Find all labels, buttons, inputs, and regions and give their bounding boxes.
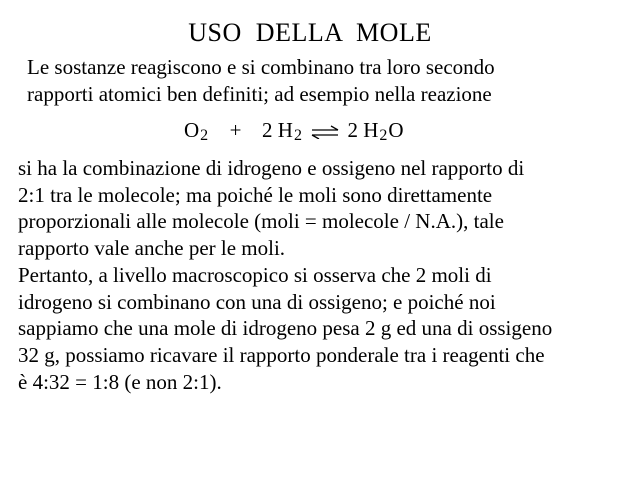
body-line: 2:1 tra le molecole; ma poiché le moli sono direttamente <box>18 182 493 207</box>
water-oxygen: O <box>388 118 404 142</box>
intro-line: rapporti atomici ben definiti; ad esempio nella reazione <box>27 82 492 106</box>
page-title: USO DELLA MOLE <box>188 18 432 47</box>
body-paragraph <box>18 155 628 395</box>
water-subscript: 2 <box>379 127 388 144</box>
intro-paragraph <box>27 54 627 108</box>
body-line: Pertanto, a livello macroscopico si osserva che 2 moli di <box>18 262 492 287</box>
body-line: sappiamo che una mole di idrogeno pesa 2 g ed una di ossigeno <box>18 316 553 341</box>
plus-sign: + <box>229 118 242 142</box>
body-line: è 4:32 = 1:8 (e non 2:1). <box>18 369 222 394</box>
body-line: 32 g, possiamo ricavare il rapporto ponderale tra i reagenti che <box>18 342 545 367</box>
intro-line: Le sostanze reagiscono e si combinano tra loro secondo <box>27 55 495 79</box>
hydrogen-reactant: 2 H <box>262 118 293 142</box>
body-line: rapporto vale anche per le moli. <box>18 236 286 261</box>
equilibrium-arrow-icon <box>310 125 340 139</box>
chemical-equation <box>184 117 404 146</box>
water-product: 2 H <box>347 118 379 142</box>
oxygen-symbol: O <box>184 118 200 142</box>
oxygen-subscript: 2 <box>200 127 209 144</box>
hydrogen-subscript: 2 <box>293 127 302 144</box>
body-line: idrogeno si combinano con una di ossigeno; e poiché noi <box>18 289 496 314</box>
body-line: proporzionali alle molecole (moli = molecole / N.A.), tale <box>18 209 504 234</box>
body-line: si ha la combinazione di idrogeno e ossigeno nel rapporto di <box>18 156 525 180</box>
